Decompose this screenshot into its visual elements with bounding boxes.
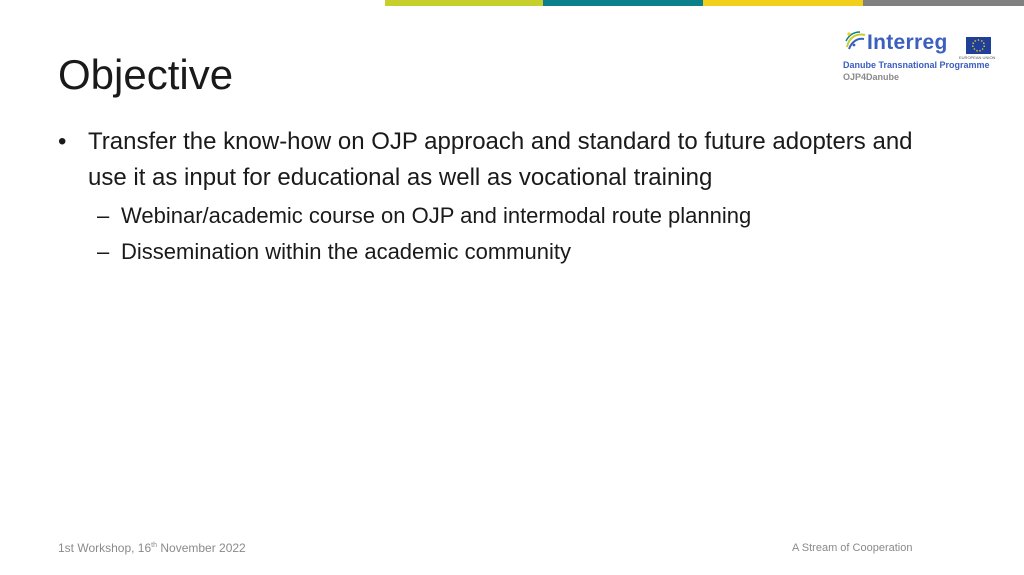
eu-flag-icon	[966, 37, 991, 54]
top-stripe-grey	[863, 0, 1024, 6]
dash-icon: –	[97, 203, 110, 228]
bullet-item	[58, 124, 918, 196]
interreg-logo	[843, 25, 996, 85]
top-stripe-yellow	[703, 0, 863, 6]
sub-bullet-text: Webinar/academic course on OJP and intermodal route planning	[121, 203, 752, 228]
eu-label: EUROPEAN UNION	[959, 55, 996, 60]
interreg-swirl-icon	[843, 27, 869, 53]
sub-bullet-item	[58, 198, 918, 234]
sub-bullet-list	[58, 198, 918, 270]
footer-date-ordinal: th	[151, 542, 158, 549]
top-stripe-green	[385, 0, 543, 6]
sub-bullet-item	[58, 234, 918, 270]
slide-title: Objective	[58, 51, 234, 98]
sub-bullet-text: Dissemination within the academic community	[121, 239, 571, 264]
footer-date-prefix: 1st Workshop, 16	[58, 541, 152, 555]
footer-event-date	[58, 541, 246, 555]
bullet-text: Transfer the know-how on OJP approach and standard to future adopters and use it as input for educational as well as vocational training	[88, 128, 913, 191]
top-stripe-teal	[543, 0, 703, 6]
footer-date-suffix: November 2022	[157, 541, 246, 555]
bullet-dot-icon: •	[58, 128, 67, 155]
dash-icon: –	[97, 239, 110, 264]
project-name: OJP4Danube	[843, 72, 900, 82]
slide-content	[58, 124, 918, 270]
footer-tagline: A Stream of Cooperation	[792, 542, 913, 554]
programme-name: Danube Transnational Programme	[843, 60, 990, 70]
interreg-wordmark: Interreg	[867, 31, 948, 54]
